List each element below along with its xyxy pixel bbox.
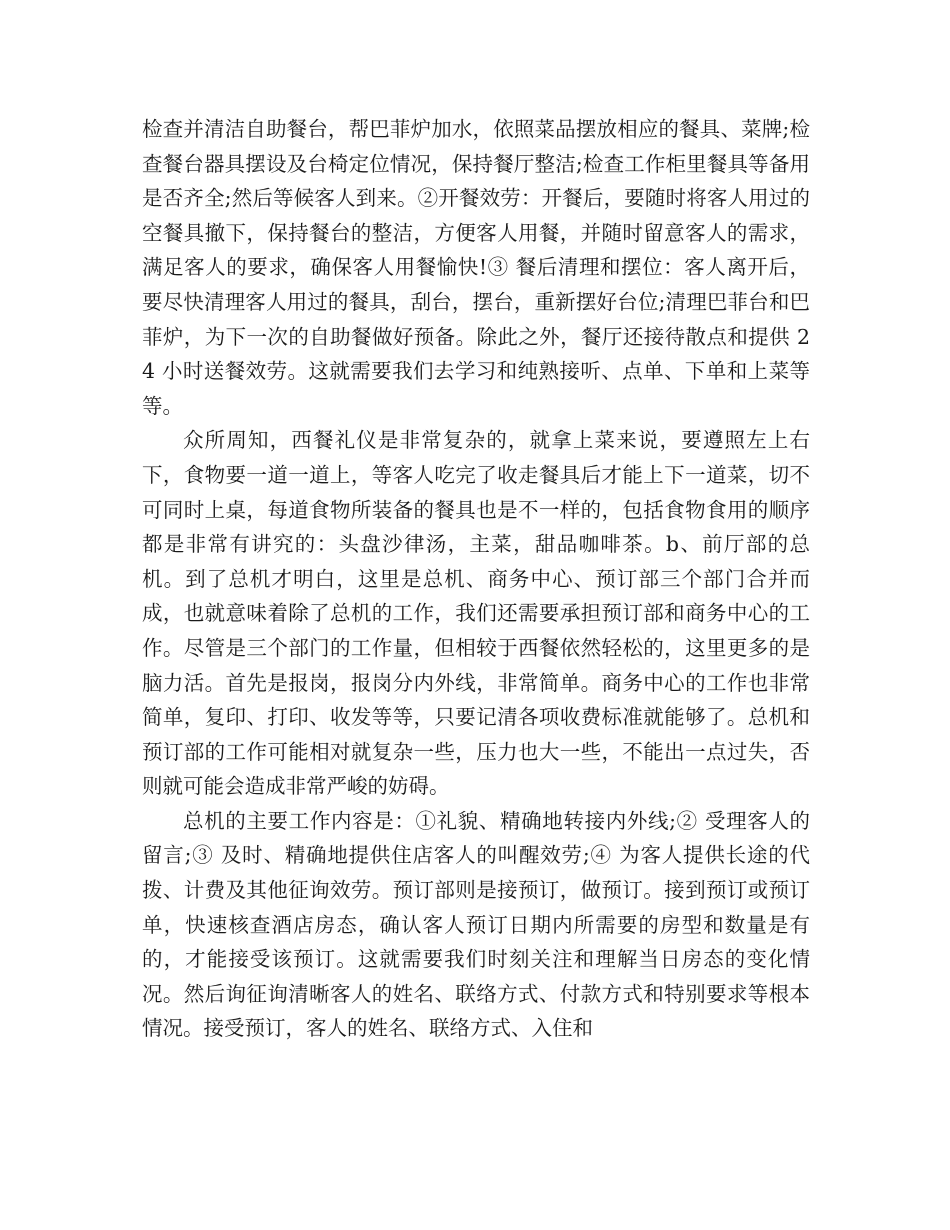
- paragraph-1: 检查并清洁自助餐台，帮巴菲炉加水，依照菜品摆放相应的餐具、菜牌;检查餐台器具摆设及台椅定位情况，保持餐厅整洁;检查工作柜里餐具等备用是否齐全;然后等候客人到来。②开餐效劳：开餐后，要随时将客人用过的空餐具撤下，保持餐台的整洁，方便客人用餐，并随时留意客人的需求，满足客人的要求，确保客人用餐愉快!③ 餐后清理和摆位：客人离开后，要尽快清理客人用过的餐具，刮台，摆台，重新摆好台位;清理巴菲台和巴菲炉，为下一次的自助餐做好预备。除此之外，餐厅还接待散点和提供 24 小时送餐效劳。这就需要我们去学习和纯熟接听、点单、下单和上菜等等。: [142, 117, 810, 418]
- document-page: [142, 112, 810, 1046]
- paragraph-2: 众所周知，西餐礼仪是非常复杂的，就拿上菜来说，要遵照左上右下，食物要一道一道上，等客人吃完了收走餐具后才能上下一道菜，切不可同时上桌，每道食物所装备的餐具也是不一样的，包括食物食用的顺序都是非常有讲究的：头盘沙律汤，主菜，甜品咖啡茶。b、前厅部的总机。到了总机才明白，这里是总机、商务中心、预订部三个部门合并而成，也就意味着除了总机的工作，我们还需要承担预订部和商务中心的工作。尽管是三个部门的工作量，但相较于西餐依然轻松的，这里更多的是脑力活。首先是报岗，报岗分内外线，非常简单。商务中心的工作也非常简单，复印、打印、收发等等，只要记清各项收费标准就能够了。总机和预订部的工作可能相对就复杂一些，压力也大一些，不能出一点过失，否则就可能会造成非常严峻的妨碍。: [142, 428, 810, 799]
- paragraph-3: 总机的主要工作内容是：①礼貌、精确地转接内外线;② 受理客人的留言;③ 及时、精确地提供住店客人的叫醒效劳;④ 为客人提供长途的代拨、计费及其他征询效劳。预订部则是接预订，做预订。接到预订或预订单，快速核查酒店房态，确认客人预订日期内所需要的房型和数量是有的，才能接受该预订。这就需要我们时刻关注和理解当日房态的变化情况。然后询征询清晰客人的姓名、联络方式、付款方式和特别要求等根本情况。接受预订，客人的姓名、联络方式、入住和: [142, 808, 810, 1041]
